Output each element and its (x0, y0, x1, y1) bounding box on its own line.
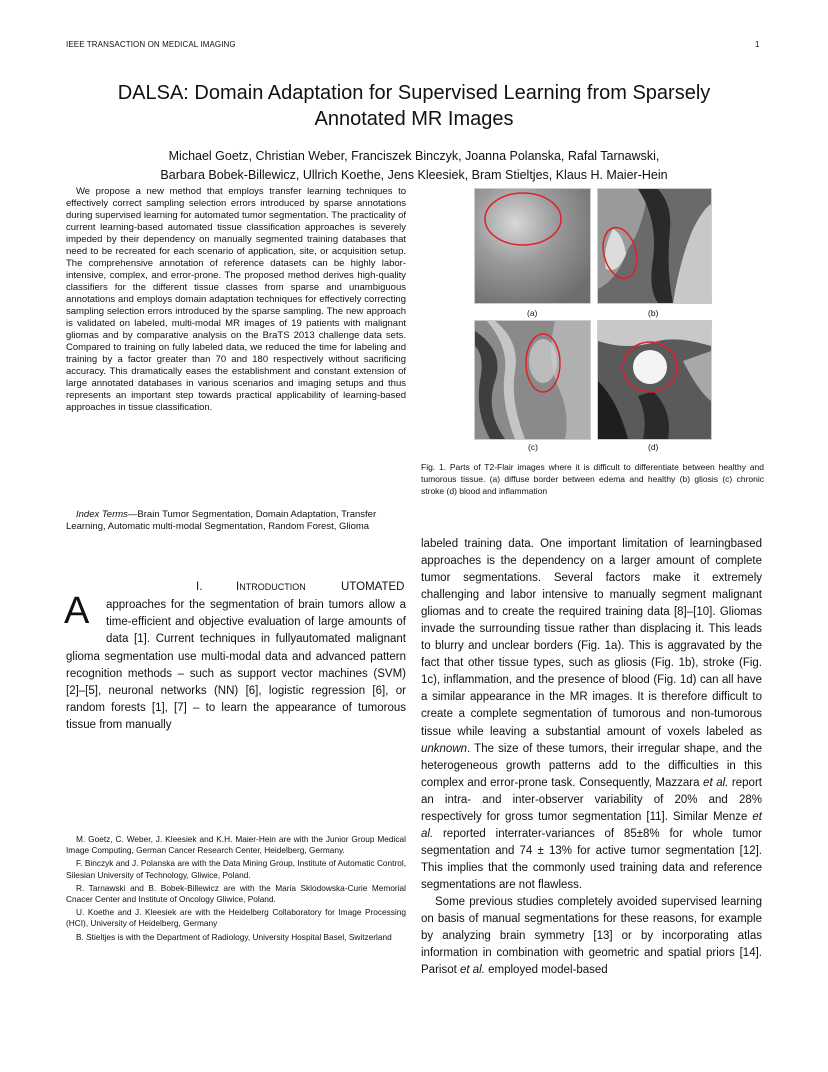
section-title: INTRODUCTION (236, 581, 306, 593)
figure-label-b: (b) (648, 308, 659, 318)
section-number: I. (196, 581, 203, 593)
footnote-2: F. Binczyk and J. Polanska are with the Data Mining Group, Institute of Automatic Control, Silesian University of Technology, Gliwice, Poland. (66, 858, 406, 880)
author-list (60, 147, 768, 185)
footnote-1: M. Goetz, C. Weber, J. Kleesiek and K.H. Maier-Hein are with the Junior Group Medical Image Computing, German Cancer Research Center, Heidelberg, Germany. (66, 834, 406, 856)
figure-panel-d (597, 320, 712, 440)
figure-panel-b (597, 188, 712, 304)
intro-dropcap: A (64, 590, 90, 632)
footnote-5: B. Stieltjes is with the Department of Radiology, University Hospital Basel, Switzerland (76, 931, 392, 942)
footnotes (66, 834, 406, 943)
paragraph-right-1: labeled training data. One important limitation of learningbased approaches is the dependency on a larger amount of complete tumor segmentations. Several factors make it extremely challenging and labor intensive to manually segment malignant gliomas and to create the required training data [8]–[10]. Gliomas invade the surrounding tissue rather than displacing it. This leads to blurry and unclear borders (Fig. 1a). This is aggravated by the fact that other tissue types, such as gliosis (Fig. 1b), stroke (Fig. 1c), inflammation, and the presence of blood (Fig. 1d) can all have a similar appearance in the MR images. It is therefore difficult to create a complete segmentation of tumorous and non-tumorous tissue while leaving a substantial amount of voxels labeled as unknown. The size of these tumors, their irregular shape, and the heterogeneous growth patterns add to the difficulties in this complex and error-prone task. Consequently, Mazzara et al. report an intra- and inter-observer variability of 20% and 28% respectively for gross tumor segmentation [11]. Similar Menze et al. reported interrater-variances of 85±8% for whole tumor segmentation and 74 ± 13% for active tumor segmentation [12]. This implies that the commonly used training data and reference segmentations are not flawless. (421, 538, 762, 891)
authors-line-1: Michael Goetz, Christian Weber, Franciszek Binczyk, Joanna Polanska, Rafal Tarnawski, (168, 149, 660, 163)
index-terms-label: Index Terms (76, 509, 128, 520)
authors-line-2: Barbara Bobek-Billewicz, Ullrich Koethe, Jens Kleesiek, Bram Stieltjes, Klaus H. Maier-Hein (160, 168, 668, 182)
mri-image-a (475, 189, 590, 303)
index-terms (66, 509, 406, 533)
abstract: We propose a new method that employs transfer learning techniques to effectively correct sampling selection errors introduced by sparse annotations during supervised learning for automated tumor segmentation. The practicality of current learning-based automated tissue classification approaches is severely impeded by their dependency on manually segmented training databases that need to be recreated for each scenario of application, site, or acquisition setup. The comprehensive annotation of reference datasets can be highly labor-intensive, complex, and error-prone. The proposed method derives high-quality classifiers for the different tissue classes from sparse and unambiguous annotations and employs domain adaptation techniques for effectively correcting sampling selection errors introduced by the sparse sampling. The new approach is validated on labeled, multi-modal MR images of 19 patients with malignant gliomas and by comparative analysis on the BraTS 2013 challenge data sets. Compared to training on fully labeled data, we reduced the time for labeling and training by a factor greater than 70 and 180 respectively without sacrificing accuracy. This dramatically eases the establishment and constant extension of large annotated databases in various scenarios and imaging setups and thus represents an important step towards practical applicability of learning-based approaches in tissue classification. (66, 186, 406, 413)
right-column-text (421, 536, 762, 979)
index-terms-text: —Brain Tumor Segmentation, Domain Adaptation, Transfer Learning, Automatic multi-modal Segmentation, Random Forest, Glioma (66, 509, 377, 532)
title-line-1: DALSA: Domain Adaptation for Supervised Learning from Sparsely (117, 82, 711, 104)
title-line-2: Annotated MR Images (314, 108, 514, 130)
footnote-3: R. Tarnawski and B. Bobek-Billewicz are with the Maria Sklodowska-Curie Memorial Cnacer Center and Institute of Oncology Gliwice, Poland. (66, 882, 406, 905)
figure-panel-a (474, 188, 591, 304)
figure-caption: Fig. 1. Parts of T2-Flair images where it is difficult to differentiate between healthy and tumorous tissue. (a) diffuse border between edema and healthy (b) gliosis (c) chronic stroke (d) blood and inflammation (421, 462, 764, 496)
paragraph-right-2: Some previous studies completely avoided supervised learning on basis of manual segmentations for these reasons, for example by analyzing brain symmetry [13] or by incorporating atlas information in combination with geometric and spatial priors [14]. Parisot et al. employed model-based (421, 895, 762, 977)
mri-image-c (475, 321, 590, 439)
intro-text: approaches for the segmentation of brain tumors allow a time-efficient and objective evaluation of large amounts of data [1]. Current techniques in fullyautomated malignant glioma segmentation use multi-modal data and advanced pattern recognition methods – such as support vector machines (SVM) [2]–[5], neuronal networks (NN) [6], logistic regression [6], or random forests [1], [7] – to learn the appearance of tumorous tissue from manually (66, 599, 406, 732)
mri-image-d (598, 321, 711, 439)
figure-label-c: (c) (528, 442, 538, 452)
paper-title (60, 80, 768, 132)
journal-header: IEEE TRANSACTION ON MEDICAL IMAGING (66, 40, 236, 49)
intro-run-in: UTOMATED (341, 581, 405, 593)
page-number: 1 (755, 40, 760, 49)
mri-image-b (598, 189, 711, 303)
figure-label-a: (a) (527, 308, 538, 318)
figure-label-d: (d) (648, 442, 659, 452)
figure-panel-c (474, 320, 591, 440)
footnote-4: U. Koethe and J. Kleesiek are with the Heidelberg Collaboratory for Image Processing (HCI), University of Heidelberg, Germany (66, 907, 406, 929)
